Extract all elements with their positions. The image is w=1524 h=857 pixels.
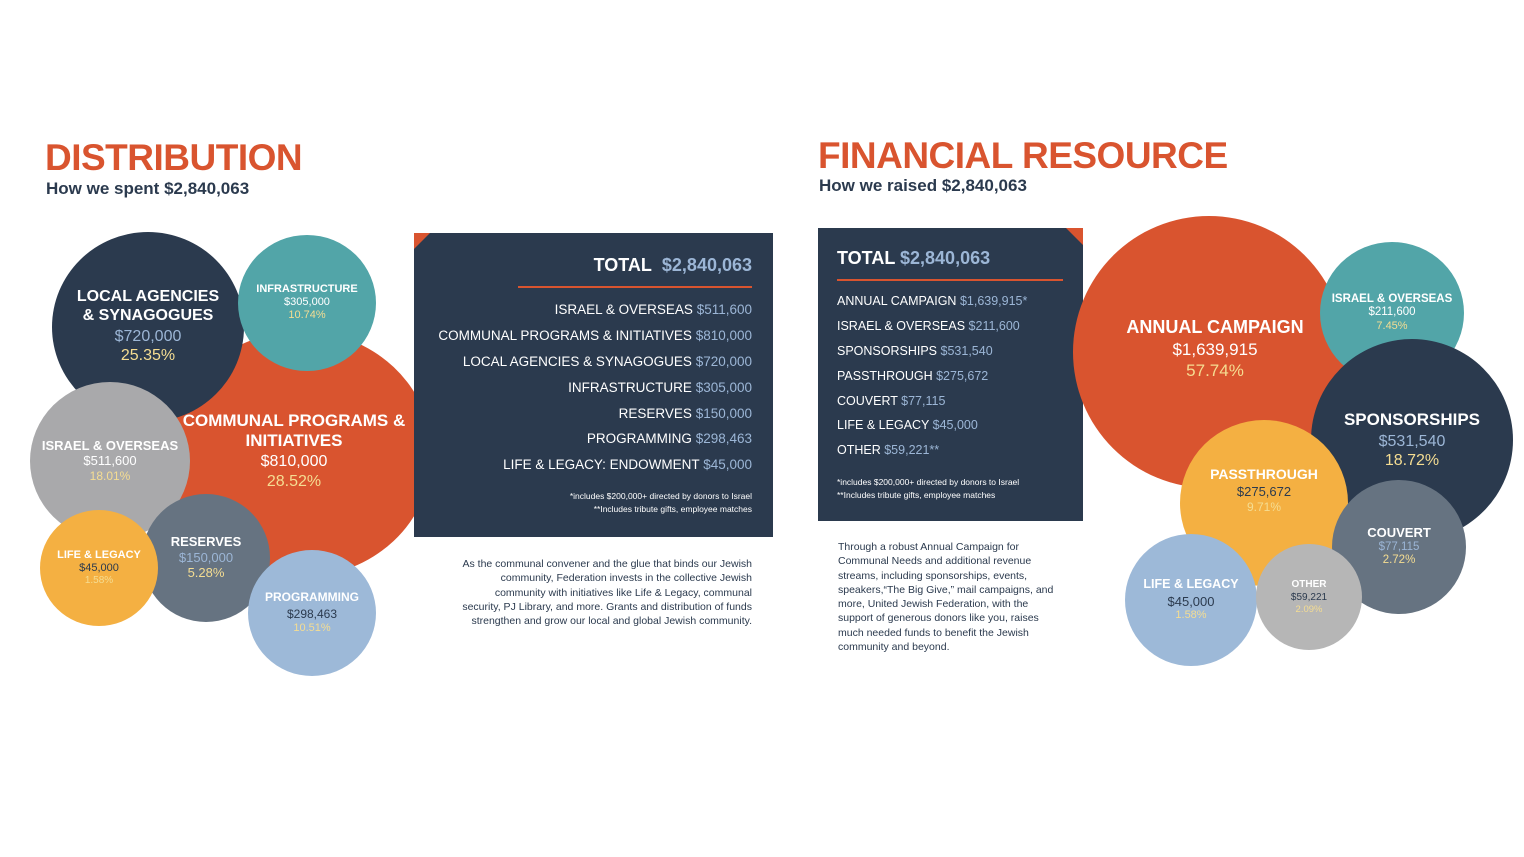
line-value: $211,600 bbox=[968, 318, 1020, 333]
panel-total bbox=[594, 255, 752, 276]
panel-line bbox=[438, 329, 752, 343]
panel-lines bbox=[837, 295, 1027, 457]
bubble-percent: 57.74% bbox=[1186, 360, 1244, 380]
bubble-amount: $59,221 bbox=[1290, 591, 1328, 603]
bubble-label: INFRASTRUCTURE bbox=[256, 283, 358, 296]
panel-line bbox=[837, 295, 1027, 308]
financial-totals-panel bbox=[818, 228, 1083, 521]
bubble-percent: 5.28% bbox=[187, 565, 225, 581]
bubble-amount: $211,600 bbox=[1368, 306, 1416, 319]
line-value: $1,639,915* bbox=[959, 294, 1028, 308]
line-label: COUVERT bbox=[837, 393, 898, 408]
line-value: $59,221** bbox=[884, 443, 940, 458]
panel-note: **Includes tribute gifts, employee matches bbox=[593, 503, 752, 514]
bubble-label: OTHER bbox=[1291, 579, 1327, 591]
line-label: ANNUAL CAMPAIGN bbox=[837, 294, 957, 308]
bubble-percent: 18.01% bbox=[89, 469, 131, 484]
panel-line bbox=[837, 345, 1027, 358]
line-label: OTHER bbox=[837, 443, 881, 458]
bubble-percent: 25.35% bbox=[120, 347, 176, 365]
line-value: $531,540 bbox=[940, 343, 993, 358]
bubble-label: COMMUNAL PROGRAMS & INITIATIVES bbox=[182, 411, 406, 450]
panel-line bbox=[837, 370, 1027, 383]
panel-lines bbox=[438, 303, 752, 472]
distribution-subtitle: How we spent $2,840,063 bbox=[46, 179, 250, 198]
financial-title: FINANCIAL RESOURCE bbox=[818, 135, 1228, 176]
line-label: PROGRAMMING bbox=[586, 431, 692, 447]
line-value: $305,000 bbox=[695, 379, 752, 395]
distribution-title: DISTRIBUTION bbox=[45, 137, 303, 178]
line-value: $45,000 bbox=[703, 457, 752, 473]
bubble-amount: $298,463 bbox=[286, 607, 338, 622]
bubble-amount: $531,540 bbox=[1378, 432, 1446, 450]
panel-divider bbox=[837, 279, 1063, 281]
financial-subtitle: How we raised $2,840,063 bbox=[819, 176, 1027, 195]
line-value: $298,463 bbox=[695, 431, 752, 447]
bubble-label: LOCAL AGENCIES & SYNAGOGUES bbox=[76, 288, 220, 324]
panel-line bbox=[438, 355, 752, 369]
bubble-label: PROGRAMMING bbox=[265, 590, 359, 605]
line-label: ISRAEL & OVERSEAS bbox=[837, 318, 966, 333]
bubble-label: LIFE & LEGACY bbox=[1143, 577, 1239, 592]
line-value: $150,000 bbox=[695, 405, 752, 421]
line-label: LOCAL AGENCIES & SYNAGOGUES bbox=[462, 353, 692, 369]
panel-total-value: $2,840,063 bbox=[900, 248, 991, 268]
bubble-percent: 28.52% bbox=[266, 472, 322, 490]
panel-notes bbox=[570, 490, 752, 516]
bubble-amount: $511,600 bbox=[83, 453, 137, 469]
bubble-amount: $1,639,915 bbox=[1172, 340, 1258, 360]
line-label: COMMUNAL PROGRAMS & INITIATIVES bbox=[438, 327, 692, 343]
panel-divider bbox=[518, 286, 752, 288]
bubble-percent: 9.71% bbox=[1246, 499, 1281, 514]
bubble-percent: 1.58% bbox=[1175, 609, 1207, 622]
panel-total bbox=[837, 248, 990, 269]
line-value: $511,600 bbox=[696, 302, 752, 317]
bubble-label: ANNUAL CAMPAIGN bbox=[1126, 316, 1304, 337]
bubble-amount: $810,000 bbox=[260, 453, 328, 471]
panel-line bbox=[438, 407, 752, 421]
bubble-percent: 10.74% bbox=[288, 309, 326, 322]
bubble-amount: $45,000 bbox=[79, 561, 119, 574]
bubble-percent: 2.72% bbox=[1382, 554, 1416, 567]
line-label: RESERVES bbox=[618, 405, 692, 421]
financial-description: Through a robust Annual Campaign for Communal Needs and additional revenue streams, including sponsorships, events, speakers,“The Big Give,” mail campaigns, and more, United Jewish Federation, with the support of generous donors like you, raises much needed funds to benefit the Jewish community and beyond. bbox=[838, 541, 1054, 653]
panel-note: *includes $200,000+ directed by donors to Israel bbox=[569, 491, 752, 501]
distribution-description: As the communal convener and the glue that binds our Jewish community, Federation invests in the collective Jewish community with initiatives like Life & Legacy, communal security, PJ Library, and more. Grants and distribution of funds strengthen and grow our local and global Jewish community. bbox=[462, 558, 752, 628]
bubble-label: SPONSORSHIPS bbox=[1343, 410, 1481, 430]
bubble-label: COUVERT bbox=[1367, 524, 1431, 540]
bubble-programming bbox=[248, 550, 376, 676]
panel-line bbox=[438, 432, 752, 446]
panel-line bbox=[837, 395, 1027, 408]
bubble-percent: 1.58% bbox=[84, 574, 114, 586]
panel-line bbox=[438, 303, 752, 317]
bubble-amount: $45,000 bbox=[1167, 593, 1215, 609]
distribution-totals-panel bbox=[414, 233, 773, 537]
panel-line bbox=[837, 419, 1027, 432]
bubble-percent: 7.45% bbox=[1376, 319, 1408, 332]
bubble-percent: 2.09% bbox=[1295, 603, 1323, 615]
financial-bubble-chart bbox=[1060, 200, 1524, 680]
panel-total-label: TOTAL bbox=[593, 255, 652, 275]
bubble-life-legacy bbox=[40, 510, 158, 626]
bubble-amount: $720,000 bbox=[114, 328, 182, 346]
line-value: $810,000 bbox=[695, 327, 752, 343]
bubble-life-legacy bbox=[1125, 534, 1257, 666]
panel-total-label: TOTAL bbox=[837, 248, 895, 268]
panel-total-value: $2,840,063 bbox=[661, 255, 752, 275]
bubble-amount: $275,672 bbox=[1236, 484, 1292, 500]
bubble-percent: 10.51% bbox=[293, 621, 331, 634]
line-label: LIFE & LEGACY bbox=[837, 418, 930, 433]
bubble-label: LIFE & LEGACY bbox=[57, 549, 141, 562]
panel-line bbox=[438, 381, 752, 395]
panel-line bbox=[438, 458, 752, 472]
bubble-infrastructure bbox=[238, 235, 376, 371]
bubble-amount: $305,000 bbox=[284, 296, 330, 309]
line-value: $275,672 bbox=[936, 368, 989, 383]
line-label: PASSTHROUGH bbox=[837, 368, 933, 383]
line-value: $77,115 bbox=[901, 393, 946, 408]
panel-line bbox=[837, 444, 1027, 457]
bubble-percent: 18.72% bbox=[1384, 451, 1440, 469]
bubble-other bbox=[1256, 544, 1362, 650]
line-label: LIFE & LEGACY: ENDOWMENT bbox=[503, 457, 700, 473]
bubble-label: ISRAEL & OVERSEAS bbox=[41, 437, 179, 453]
line-value: $45,000 bbox=[932, 418, 978, 433]
panel-corner-accent bbox=[414, 233, 430, 249]
bubble-label: ISRAEL & OVERSEAS bbox=[1331, 292, 1453, 305]
line-label: SPONSORSHIPS bbox=[837, 343, 938, 358]
panel-notes bbox=[837, 476, 1019, 502]
panel-note: *includes $200,000+ directed by donors to Israel bbox=[837, 477, 1020, 487]
bubble-amount: $150,000 bbox=[178, 549, 234, 565]
line-label: ISRAEL & OVERSEAS bbox=[554, 302, 693, 317]
panel-note: **Includes tribute gifts, employee matches bbox=[837, 489, 996, 500]
line-label: INFRASTRUCTURE bbox=[568, 379, 692, 395]
bubble-label: RESERVES bbox=[170, 533, 242, 549]
bubble-label: PASSTHROUGH bbox=[1210, 465, 1318, 482]
line-value: $720,000 bbox=[695, 353, 752, 369]
panel-line bbox=[837, 320, 1027, 333]
bubble-amount: $77,115 bbox=[1378, 540, 1420, 553]
